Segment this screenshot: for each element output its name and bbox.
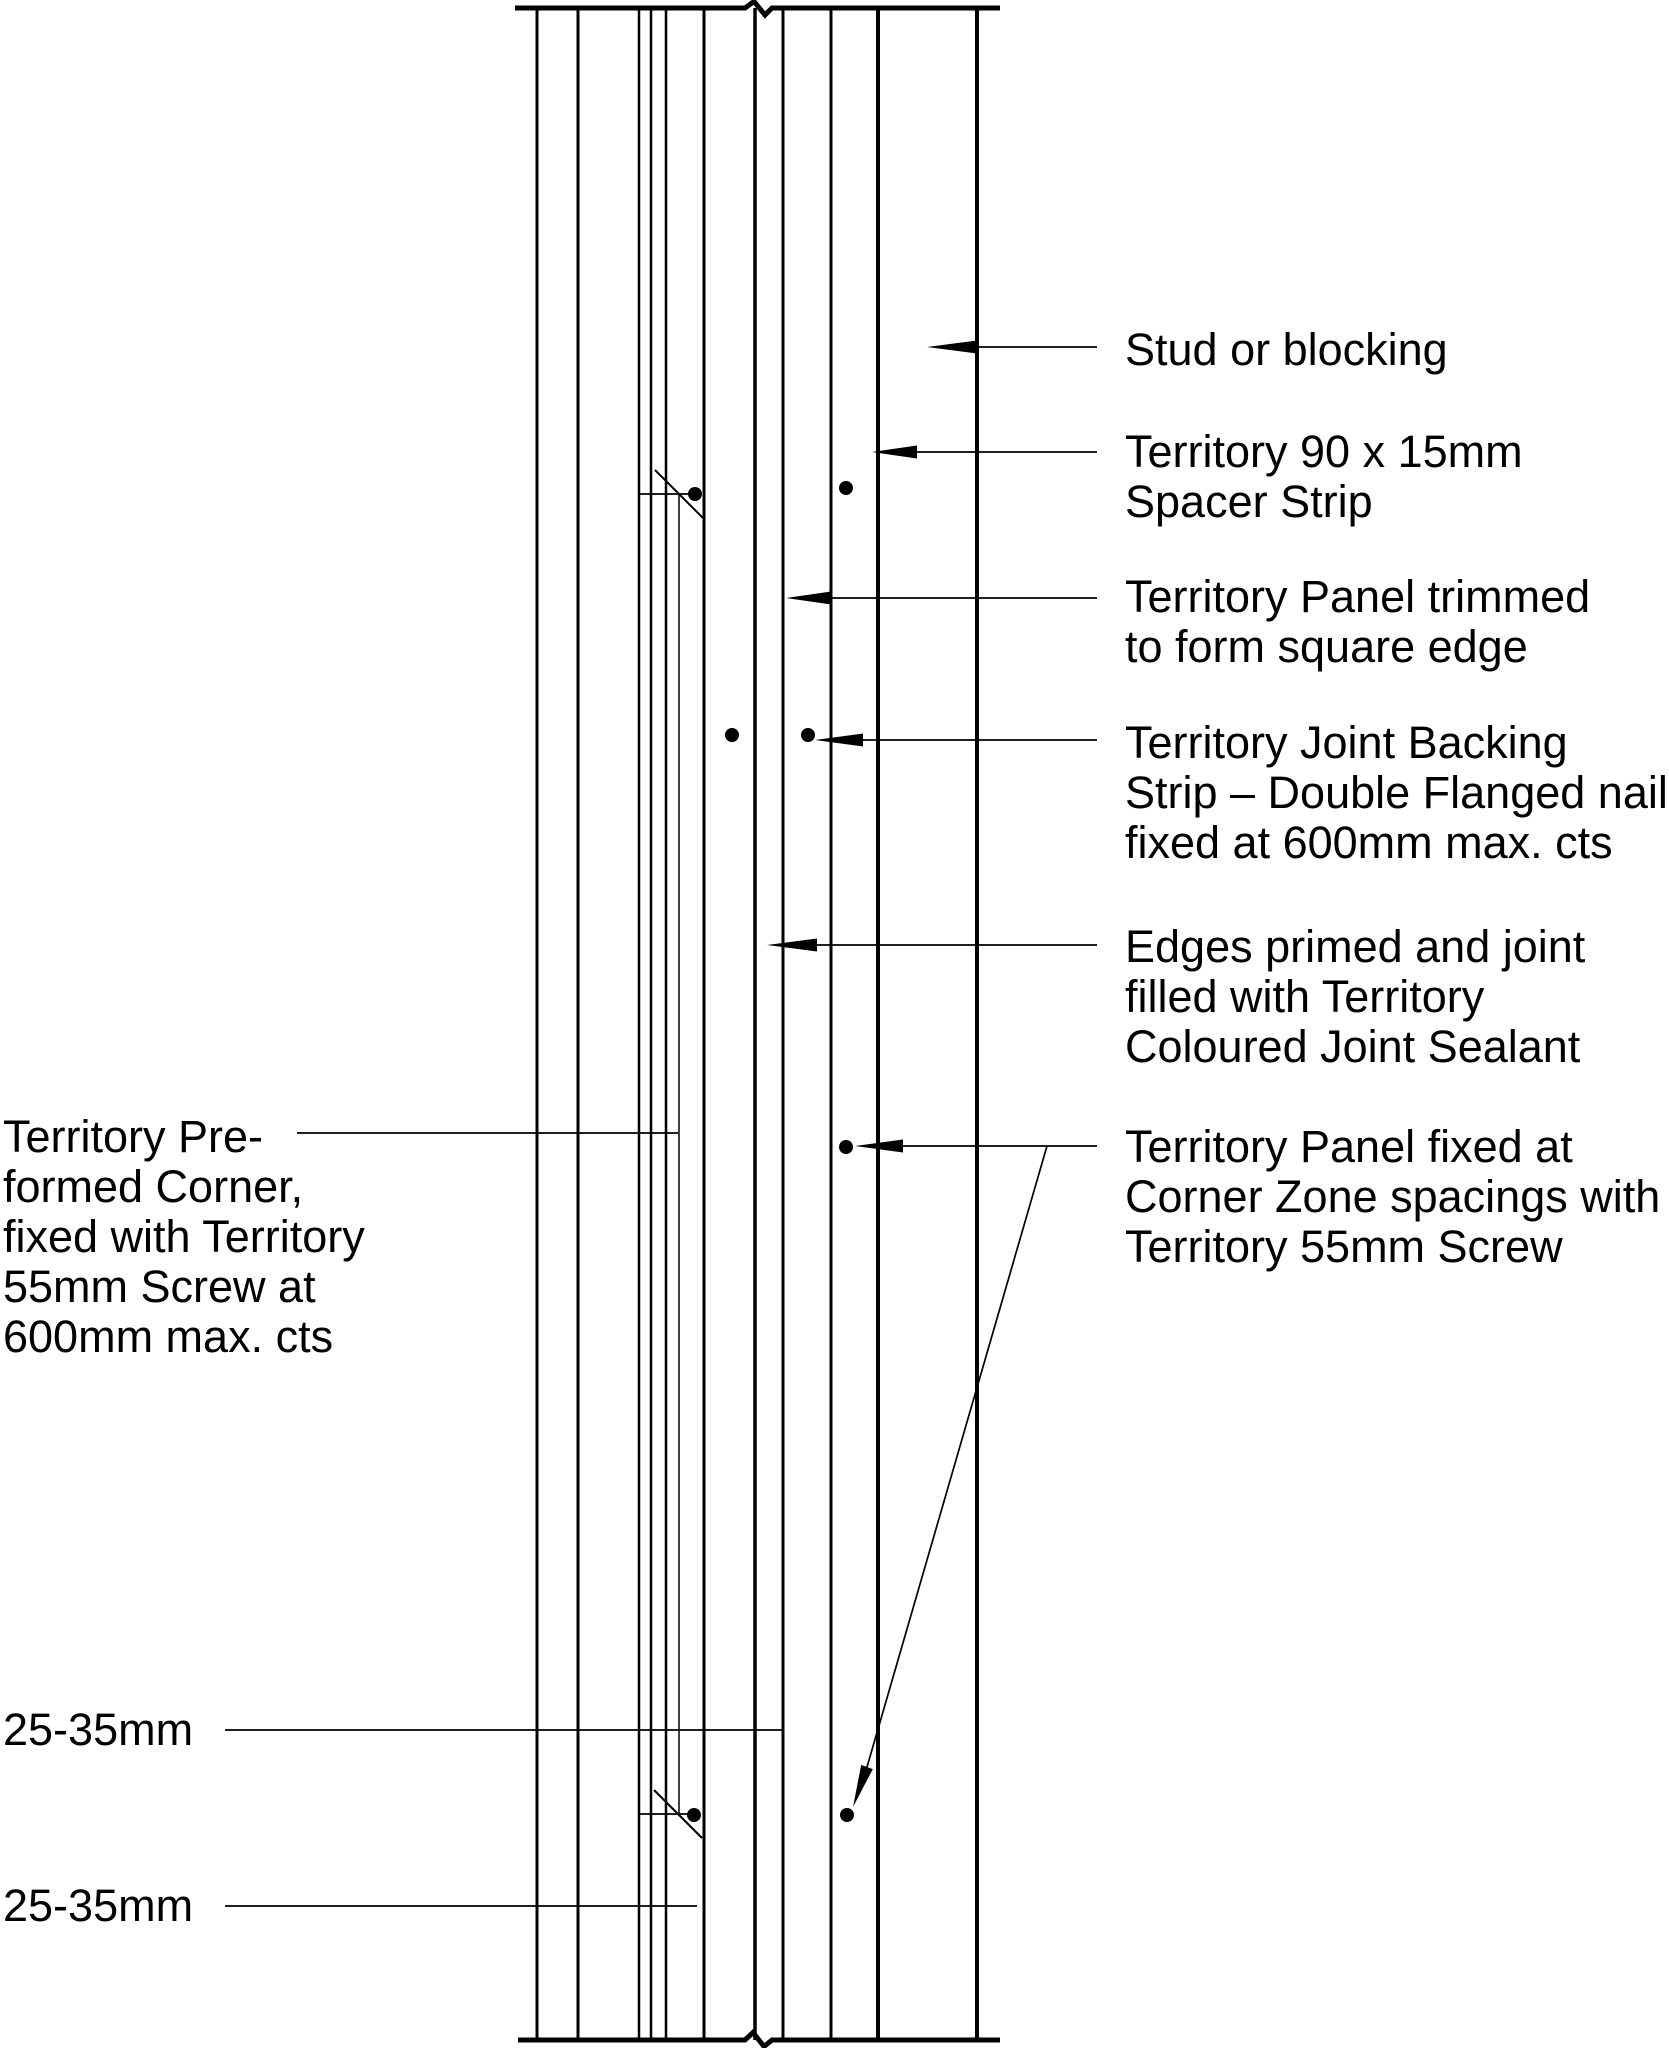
panel-screw-dot-mid [839, 1140, 853, 1154]
callout-joint-backing-strip [1125, 718, 1668, 868]
callout-text-line: Territory Pre- [3, 1111, 264, 1162]
bottom-border-break-line [518, 2033, 1000, 2047]
callout-text-line: to form square edge [1125, 621, 1528, 672]
callout-text-line: Spacer Strip [1125, 476, 1373, 527]
borders [515, 2, 1000, 2047]
callout-text-line: 25-35mm [3, 1704, 194, 1755]
callout-text-line: 55mm Screw at [3, 1261, 316, 1312]
callout-text-line: 600mm max. cts [3, 1311, 334, 1362]
callout-text-line: fixed at 600mm max. cts [1125, 817, 1613, 868]
callout-spacer-strip [1125, 427, 1523, 527]
screw-tick-marks [639, 470, 703, 1838]
callout-text-line: formed Corner, [3, 1161, 304, 1212]
panel-screw-dot-bottom [840, 1808, 854, 1822]
callout-text-line: fixed with Territory [3, 1211, 365, 1262]
arrowhead-panel-trimmed [786, 592, 831, 605]
leader-panel-fixed-diagonal [867, 1146, 1047, 1767]
callout-panel-trimmed [1125, 572, 1590, 672]
backing-nail-dot-left [725, 728, 739, 742]
callout-edge-distance-bottom [3, 1881, 193, 1931]
callout-text-line: Edges primed and joint [1125, 921, 1586, 972]
callout-text-line: Territory Panel trimmed [1125, 571, 1591, 622]
top-border-break-line [515, 2, 1000, 16]
backing-nail-dot-right [801, 728, 815, 742]
callout-text-line: Territory Panel fixed at [1125, 1121, 1573, 1172]
fixing-dots [687, 481, 854, 1822]
callout-text-line: Territory Joint Backing [1125, 717, 1568, 768]
callout-edge-distance-top [3, 1705, 193, 1755]
panel-screw-dot-top [839, 481, 853, 495]
callout-text-line: Stud or blocking [1125, 324, 1448, 375]
callout-panel-fixed [1125, 1122, 1660, 1272]
callout-text-line: Territory 55mm Screw [1125, 1221, 1563, 1272]
callout-text-line: Strip – Double Flanged nail [1125, 767, 1668, 818]
arrowhead-edges-primed [767, 939, 817, 952]
corner-screw-dot-top [688, 487, 702, 501]
callout-preformed-corner [3, 1112, 365, 1362]
arrowhead-stud-or-blocking [927, 341, 977, 354]
callout-text-line: 25-35mm [3, 1880, 194, 1931]
callout-edges-primed [1125, 922, 1585, 1072]
callout-text-line: filled with Territory [1125, 971, 1485, 1022]
callout-text-line: Corner Zone spacings with [1125, 1171, 1661, 1222]
panel-and-joint-lines [704, 8, 977, 2040]
arrowhead-joint-backing [815, 734, 863, 747]
callout-stud-or-blocking [1125, 325, 1448, 375]
arrowhead-panel-fixed-diagonal [853, 1765, 873, 1807]
preformed-corner-lines [537, 8, 679, 2040]
callout-text-line: Territory 90 x 15mm [1125, 426, 1523, 477]
corner-screw-dot-bottom [687, 1808, 701, 1822]
callout-text-line: Coloured Joint Sealant [1125, 1021, 1581, 1072]
